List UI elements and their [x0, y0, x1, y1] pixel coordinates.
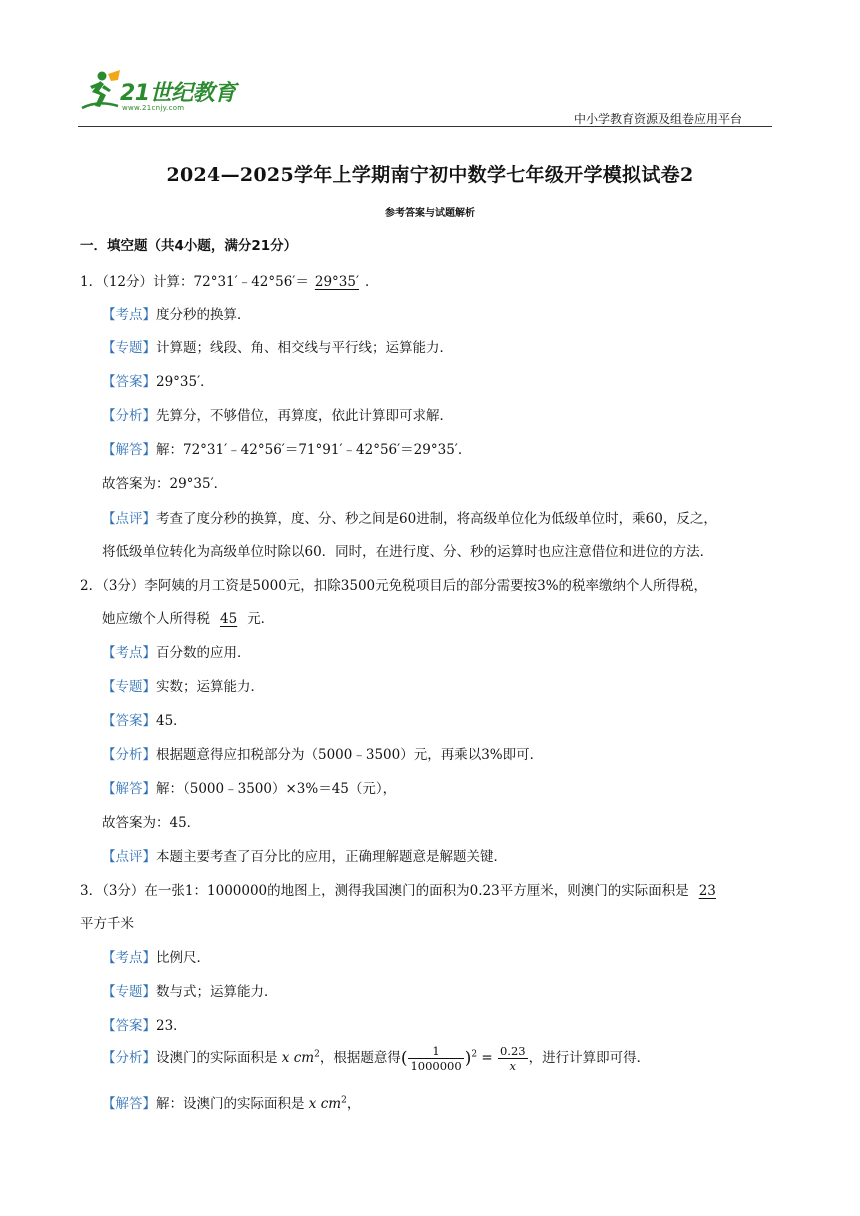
q3-jieda-suffix: ，: [346, 1096, 361, 1112]
q1-dianping-cont: 将低级单位转化为高级单位时除以60．同时，在进行度、分、秒的运算时也应注意借位和进位的方法．: [102, 544, 714, 560]
tag-kaodian: 【考点】: [102, 950, 156, 966]
q3-fenxi-mid: ，根据题意得: [319, 1050, 401, 1066]
q1-zhuanti: [102, 336, 453, 356]
logo: [78, 66, 248, 116]
q2-dianping-text: 本题主要考查了百分比的应用，正确理解题意是解题关键．: [156, 849, 507, 865]
q3-fenxi-prefix: 设澳门的实际面积是: [156, 1050, 278, 1066]
superscript-2: 2: [471, 1049, 478, 1060]
tag-kaodian: 【考点】: [102, 645, 156, 661]
q2-stem-2: [102, 607, 274, 627]
q3-stem-1: [80, 879, 716, 899]
frac2-denominator: x: [509, 1059, 517, 1073]
tag-fenxi: 【分析】: [102, 1050, 156, 1066]
q1-stem-end: ．: [365, 274, 379, 290]
fraction-one-over-million: [408, 1044, 463, 1073]
var-x: x: [281, 1050, 290, 1066]
tag-dianping: 【点评】: [102, 511, 156, 527]
page-title: 2024—2025学年上学期南宁初中数学七年级开学模拟试卷2: [166, 164, 694, 186]
equals-sign: =: [481, 1050, 493, 1066]
unit-cm: cm: [320, 1096, 342, 1112]
superscript-2: 2: [314, 1049, 320, 1060]
frac2-numerator: 0.23: [499, 1044, 526, 1058]
q1-answer-blank: 29°35′: [314, 274, 360, 290]
tag-kaodian: 【考点】: [102, 307, 156, 323]
frac1-numerator: 1: [408, 1044, 463, 1059]
q3-jieda: [102, 1092, 360, 1112]
tag-fenxi: 【分析】: [102, 408, 156, 424]
tag-zhuanti: 【专题】: [102, 340, 156, 356]
q2-zhuanti: [102, 675, 264, 695]
page-subtitle: 参考答案与试题解析: [385, 208, 475, 219]
q2-stem-1: 2．（3分）李阿姨的月工资是5000元，扣除3500元免税项目后的部分需要按3%的税率缴纳个人所得税，: [80, 578, 708, 594]
q3-fenxi: [102, 1044, 650, 1073]
header-divider: [78, 126, 772, 127]
q1-daan-text: 29°35′．: [156, 374, 214, 390]
fraction-area-over-x: [498, 1044, 528, 1073]
tag-jieda: 【解答】: [102, 1096, 156, 1112]
q3-jieda-prefix: 解：设澳门的实际面积是: [156, 1096, 305, 1112]
q1-fenxi: [102, 404, 453, 424]
tag-daan: 【答案】: [102, 1018, 156, 1034]
q2-answer-blank: 45: [220, 611, 238, 627]
q2-daan-text: 45．: [156, 713, 187, 729]
q2-guda: 故答案为：45．: [102, 815, 201, 831]
q1-jieda: [102, 438, 471, 458]
platform-name: 中小学教育资源及组卷应用平台: [573, 112, 742, 126]
tag-fenxi: 【分析】: [102, 747, 156, 763]
q2-stem-end: 元．: [247, 611, 275, 627]
q3-kaodian: [102, 946, 210, 966]
q2-fenxi: [102, 743, 543, 763]
q1-kaodian: [102, 303, 251, 323]
q1-dianping-text-1: 考查了度分秒的换算，度、分、秒之间是60进制，将高级单位化为低级单位时，乘60，反之，: [156, 511, 717, 527]
tag-daan: 【答案】: [102, 374, 156, 390]
tag-dianping: 【点评】: [102, 849, 156, 865]
q3-stem-2: 平方千米: [80, 916, 134, 932]
runner-logo-icon: [78, 68, 122, 112]
q3-fenxi-suffix: ，进行计算即可得．: [528, 1050, 651, 1066]
superscript-2: 2: [341, 1095, 347, 1106]
q2-stem-text: 她应缴个人所得税: [102, 611, 210, 627]
q3-daan-text: 23．: [156, 1018, 187, 1034]
q3-zhuanti-text: 数与式；运算能力．: [156, 984, 278, 1000]
q2-kaodian-text: 百分数的应用．: [156, 645, 251, 661]
q2-dianping: [102, 845, 507, 865]
section-heading: 一．填空题（共4小题，满分21分）: [80, 238, 298, 254]
q2-daan: [102, 709, 187, 729]
q3-answer-blank: 23: [698, 883, 716, 899]
tag-jieda: 【解答】: [102, 442, 156, 458]
tag-zhuanti: 【专题】: [102, 679, 156, 695]
var-x: x: [308, 1096, 317, 1112]
q3-stem-text: 3．（3分）在一张1：1000000的地图上，测得我国澳门的面积为0.23平方厘米，则澳门的实际面积是: [80, 883, 689, 899]
unit-cm: cm: [293, 1050, 315, 1066]
logo-text: 21世纪教育: [120, 81, 236, 106]
q1-dianping: [102, 507, 717, 527]
q1-daan: [102, 370, 214, 390]
paren-close: ): [464, 1048, 472, 1069]
q2-zhuanti-text: 实数；运算能力．: [156, 679, 264, 695]
q3-kaodian-text: 比例尺．: [156, 950, 210, 966]
q3-zhuanti: [102, 980, 278, 1000]
q1-jieda-text: 解：72°31′﹣42°56′＝71°91′﹣42°56′＝29°35′．: [156, 442, 472, 458]
q1-stem: [80, 270, 379, 290]
q1-kaodian-text: 度分秒的换算．: [156, 307, 251, 323]
q1-zhuanti-text: 计算题；线段、角、相交线与平行线；运算能力．: [156, 340, 453, 356]
q3-daan: [102, 1014, 187, 1034]
logo-url: www.21cnjy.com: [122, 104, 185, 112]
q1-stem-text: 1．（12分）计算：72°31′﹣42°56′＝: [80, 274, 309, 290]
q1-guda: 故答案为：29°35′．: [102, 476, 228, 492]
tag-daan: 【答案】: [102, 713, 156, 729]
frac1-denominator: 1000000: [410, 1059, 462, 1073]
tag-jieda: 【解答】: [102, 781, 156, 797]
q2-jieda: [102, 777, 396, 797]
paren-open: (: [400, 1048, 408, 1069]
tag-zhuanti: 【专题】: [102, 984, 156, 1000]
q2-fenxi-text: 根据题意得应扣税部分为（5000﹣3500）元，再乘以3%即可．: [156, 747, 544, 763]
q2-kaodian: [102, 641, 251, 661]
page-header: [78, 66, 772, 126]
q2-jieda-text: 解：（5000﹣3500）×3%＝45（元），: [156, 781, 397, 797]
q1-fenxi-text: 先算分，不够借位，再算度，依此计算即可求解．: [156, 408, 453, 424]
